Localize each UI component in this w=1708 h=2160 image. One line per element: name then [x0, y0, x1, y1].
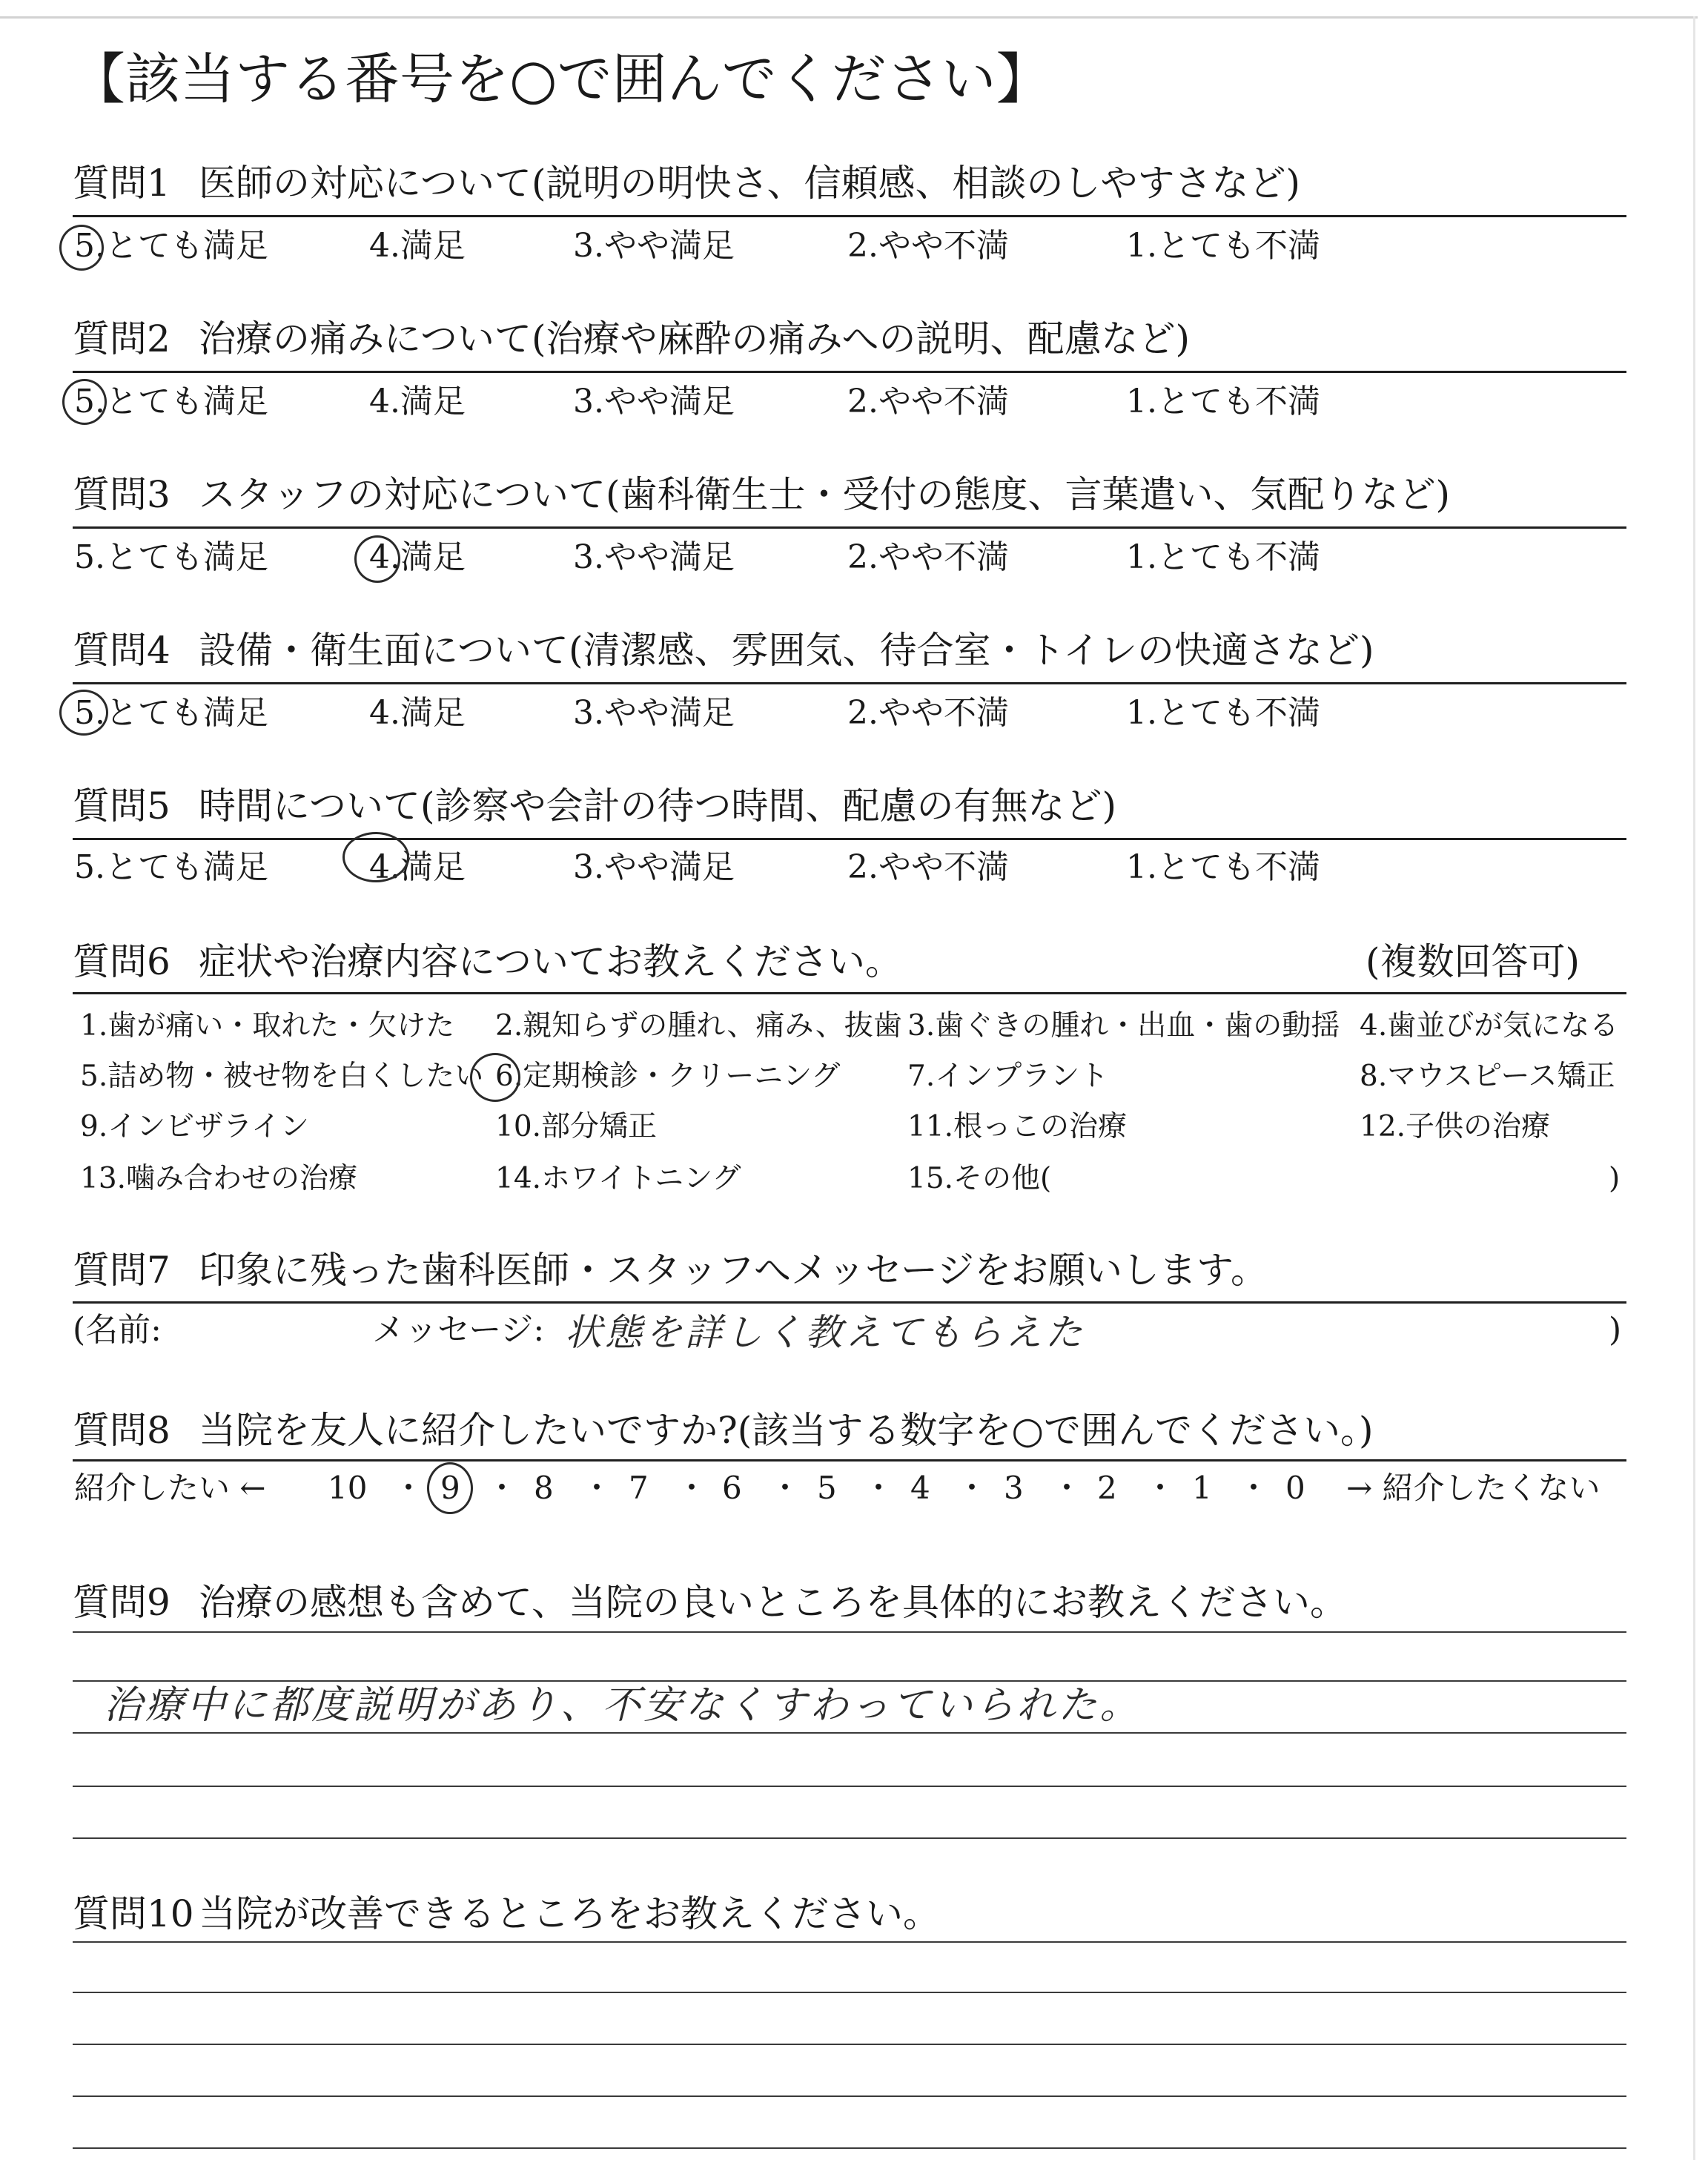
q8-answer-circle [427, 1462, 473, 1514]
q5-option-2[interactable]: 2.やや不満 [847, 848, 1009, 886]
q2-option-3[interactable]: 3.やや満足 [573, 383, 735, 420]
q9-answer-line-5 [73, 1837, 1626, 1839]
question-7-rule [73, 1301, 1626, 1304]
question-2 [73, 317, 1191, 360]
question-4-rule [73, 682, 1626, 684]
q8-right-label: → 紹介したくない [1346, 1470, 1601, 1506]
q9-answer-line-2 [73, 1680, 1626, 1682]
question-8-text: 当院を友人に紹介したいですか?(該当する数字を○で囲んでください。) [199, 1409, 1374, 1452]
question-8 [73, 1409, 1374, 1452]
question-6-note: (複数回答可) [1366, 940, 1580, 983]
q4-option-4[interactable]: 4.満足 [369, 694, 466, 732]
question-6 [73, 940, 902, 983]
question-3-rule [73, 526, 1626, 529]
q10-answer-line-5 [73, 2147, 1626, 2149]
q8-left-label: 紹介したい ← [74, 1470, 266, 1506]
q1-option-1[interactable]: 1.とても不満 [1126, 227, 1320, 265]
q6-option-3[interactable]: 3.歯ぐきの腫れ・出血・歯の動揺 [907, 1009, 1340, 1043]
question-1 [73, 162, 1301, 205]
q6-option-8[interactable]: 8.マウスピース矯正 [1360, 1060, 1615, 1093]
q8-scale-dot: ・ [581, 1470, 613, 1506]
question-6-text: 症状や治療内容についてお教えください。 [199, 940, 902, 983]
question-6-rule [73, 992, 1626, 994]
question-8-number: 質問8 [73, 1409, 171, 1452]
q9-answer-handwritten: 治療中に都度説明があり、不安なくすわっていられた。 [104, 1683, 1142, 1728]
q8-scale-dot: ・ [1051, 1470, 1083, 1506]
q6-option-1[interactable]: 1.歯が痛い・取れた・欠けた [80, 1009, 455, 1043]
q7-name-label: (名前: [73, 1311, 162, 1349]
q6-option-14[interactable]: 14.ホワイトニング [495, 1162, 741, 1195]
question-10 [73, 1892, 940, 1935]
q2-option-5[interactable]: 5.とても満足 [74, 383, 268, 420]
q6-option-7[interactable]: 7.インプラント [907, 1060, 1109, 1093]
question-7-number: 質問7 [73, 1249, 171, 1292]
question-7 [73, 1249, 1268, 1292]
q5-answer-circle [342, 832, 409, 882]
question-4-number: 質問4 [73, 629, 171, 672]
q6-option-10[interactable]: 10.部分矯正 [495, 1110, 658, 1143]
q5-option-3[interactable]: 3.やや満足 [573, 848, 735, 886]
question-2-rule [73, 371, 1626, 373]
question-6-number: 質問6 [73, 940, 171, 983]
question-3 [73, 473, 1451, 516]
q6-option-2[interactable]: 2.親知らずの腫れ、痛み、抜歯 [495, 1009, 902, 1043]
question-1-text: 医師の対応について(説明の明快さ、信頼感、相談のしやすさなど) [199, 162, 1301, 205]
q9-answer-line-1 [73, 1631, 1626, 1633]
q5-option-4[interactable]: 4.満足 [369, 848, 466, 886]
q8-scale-6[interactable]: 6 [722, 1470, 742, 1506]
q4-option-1[interactable]: 1.とても不満 [1126, 694, 1320, 732]
q8-scale-dot: ・ [863, 1470, 895, 1506]
q1-answer-circle [59, 225, 104, 271]
q8-scale-5[interactable]: 5 [817, 1470, 837, 1506]
q4-option-2[interactable]: 2.やや不満 [847, 694, 1009, 732]
q4-option-5[interactable]: 5.とても満足 [74, 694, 268, 732]
q6-option-6[interactable]: 6.定期検診・クリーニング [495, 1060, 841, 1093]
q8-scale-dot: ・ [1145, 1470, 1176, 1506]
question-9-number: 質問9 [73, 1581, 171, 1624]
q3-answer-circle [354, 535, 400, 583]
q8-scale-9[interactable]: 9 [440, 1470, 460, 1506]
q8-scale-dot: ・ [393, 1470, 425, 1506]
question-3-number: 質問3 [73, 473, 171, 516]
q6-answer-circle [470, 1053, 520, 1102]
q3-option-5[interactable]: 5.とても満足 [74, 538, 268, 576]
q7-message-handwritten: 状態を詳しく教えてもらえた [565, 1311, 1085, 1354]
question-4-text: 設備・衛生面について(清潔感、雰囲気、待合室・トイレの快適さなど) [199, 629, 1374, 672]
q10-answer-line-1 [73, 1941, 1626, 1943]
q7-close-paren: ) [1609, 1311, 1622, 1349]
q7-message-label: メッセージ: [372, 1311, 545, 1349]
question-5-text: 時間について(診察や会計の待つ時間、配慮の有無など) [199, 785, 1117, 828]
q6-option-12[interactable]: 12.子供の治療 [1360, 1110, 1551, 1143]
q6-option-9[interactable]: 9.インビザライン [80, 1110, 310, 1143]
q9-answer-line-4 [73, 1786, 1626, 1787]
q8-scale-3[interactable]: 3 [1004, 1470, 1024, 1506]
q10-answer-line-3 [73, 2044, 1626, 2045]
q2-option-2[interactable]: 2.やや不満 [847, 383, 1009, 420]
page-top-edge [0, 16, 1698, 19]
question-1-number: 質問1 [73, 162, 171, 205]
q3-option-2[interactable]: 2.やや不満 [847, 538, 1009, 576]
question-5-rule [73, 838, 1626, 840]
q8-scale-10[interactable]: 10 [328, 1470, 368, 1506]
question-9-text: 治療の感想も含めて、当院の良いところを具体的にお教えください。 [199, 1581, 1347, 1624]
q8-scale-dot: ・ [486, 1470, 518, 1506]
q4-option-3[interactable]: 3.やや満足 [573, 694, 735, 732]
question-2-text: 治療の痛みについて(治療や麻酔の痛みへの説明、配慮など) [199, 317, 1191, 360]
q10-answer-line-4 [73, 2095, 1626, 2097]
q3-option-3[interactable]: 3.やや満足 [573, 538, 735, 576]
q10-answer-line-2 [73, 1992, 1626, 1993]
q8-scale-dot: ・ [769, 1470, 801, 1506]
question-8-rule [73, 1459, 1626, 1462]
question-1-rule [73, 215, 1626, 217]
q8-scale-8[interactable]: 8 [534, 1470, 554, 1506]
q5-option-1[interactable]: 1.とても不満 [1126, 848, 1320, 886]
question-4 [73, 629, 1374, 672]
q4-answer-circle [59, 690, 108, 736]
q1-option-5[interactable]: 5.とても満足 [74, 227, 268, 265]
q5-option-5[interactable]: 5.とても満足 [74, 848, 268, 886]
q2-option-4[interactable]: 4.満足 [369, 383, 466, 420]
q3-option-1[interactable]: 1.とても不満 [1126, 538, 1320, 576]
question-5-number: 質問5 [73, 785, 171, 828]
question-9 [73, 1581, 1347, 1624]
q6-option-4[interactable]: 4.歯並びが気になる [1360, 1009, 1619, 1043]
q8-scale-4[interactable]: 4 [910, 1470, 930, 1506]
q8-scale-1[interactable]: 1 [1192, 1470, 1212, 1506]
question-10-text: 当院が改善できるところをお教えください。 [199, 1892, 940, 1935]
q8-scale-dot: ・ [1238, 1470, 1270, 1506]
q9-answer-line-3 [73, 1732, 1626, 1734]
q8-scale-dot: ・ [676, 1470, 708, 1506]
q6-option-15-close: ) [1609, 1162, 1621, 1195]
q2-option-1[interactable]: 1.とても不満 [1126, 383, 1320, 420]
q2-answer-circle [62, 379, 107, 425]
q6-option-15[interactable]: 15.その他( [907, 1162, 1052, 1195]
q8-scale-dot: ・ [956, 1470, 988, 1506]
q1-option-3[interactable]: 3.やや満足 [573, 227, 735, 265]
question-10-number: 質問10 [73, 1892, 194, 1935]
q8-scale-2[interactable]: 2 [1097, 1470, 1117, 1506]
question-3-text: スタッフの対応について(歯科衛生士・受付の態度、言葉遣い、気配りなど) [199, 473, 1451, 516]
q6-option-5[interactable]: 5.詰め物・被せ物を白くしたい [80, 1060, 484, 1093]
question-7-text: 印象に残った歯科医師・スタッフへメッセージをお願いします。 [199, 1249, 1268, 1292]
question-5 [73, 785, 1117, 828]
form-title: 【該当する番号を○で囲んでください】 [70, 47, 1051, 111]
q6-option-11[interactable]: 11.根っこの治療 [907, 1110, 1128, 1143]
q6-option-13[interactable]: 13.噛み合わせの治療 [80, 1162, 358, 1195]
page-right-edge [1693, 16, 1695, 2160]
q3-option-4[interactable]: 4.満足 [369, 538, 466, 576]
q8-scale-0[interactable]: 0 [1285, 1470, 1305, 1506]
q1-option-2[interactable]: 2.やや不満 [847, 227, 1009, 265]
question-2-number: 質問2 [73, 317, 171, 360]
q8-scale-7[interactable]: 7 [629, 1470, 649, 1506]
q1-option-4[interactable]: 4.満足 [369, 227, 466, 265]
